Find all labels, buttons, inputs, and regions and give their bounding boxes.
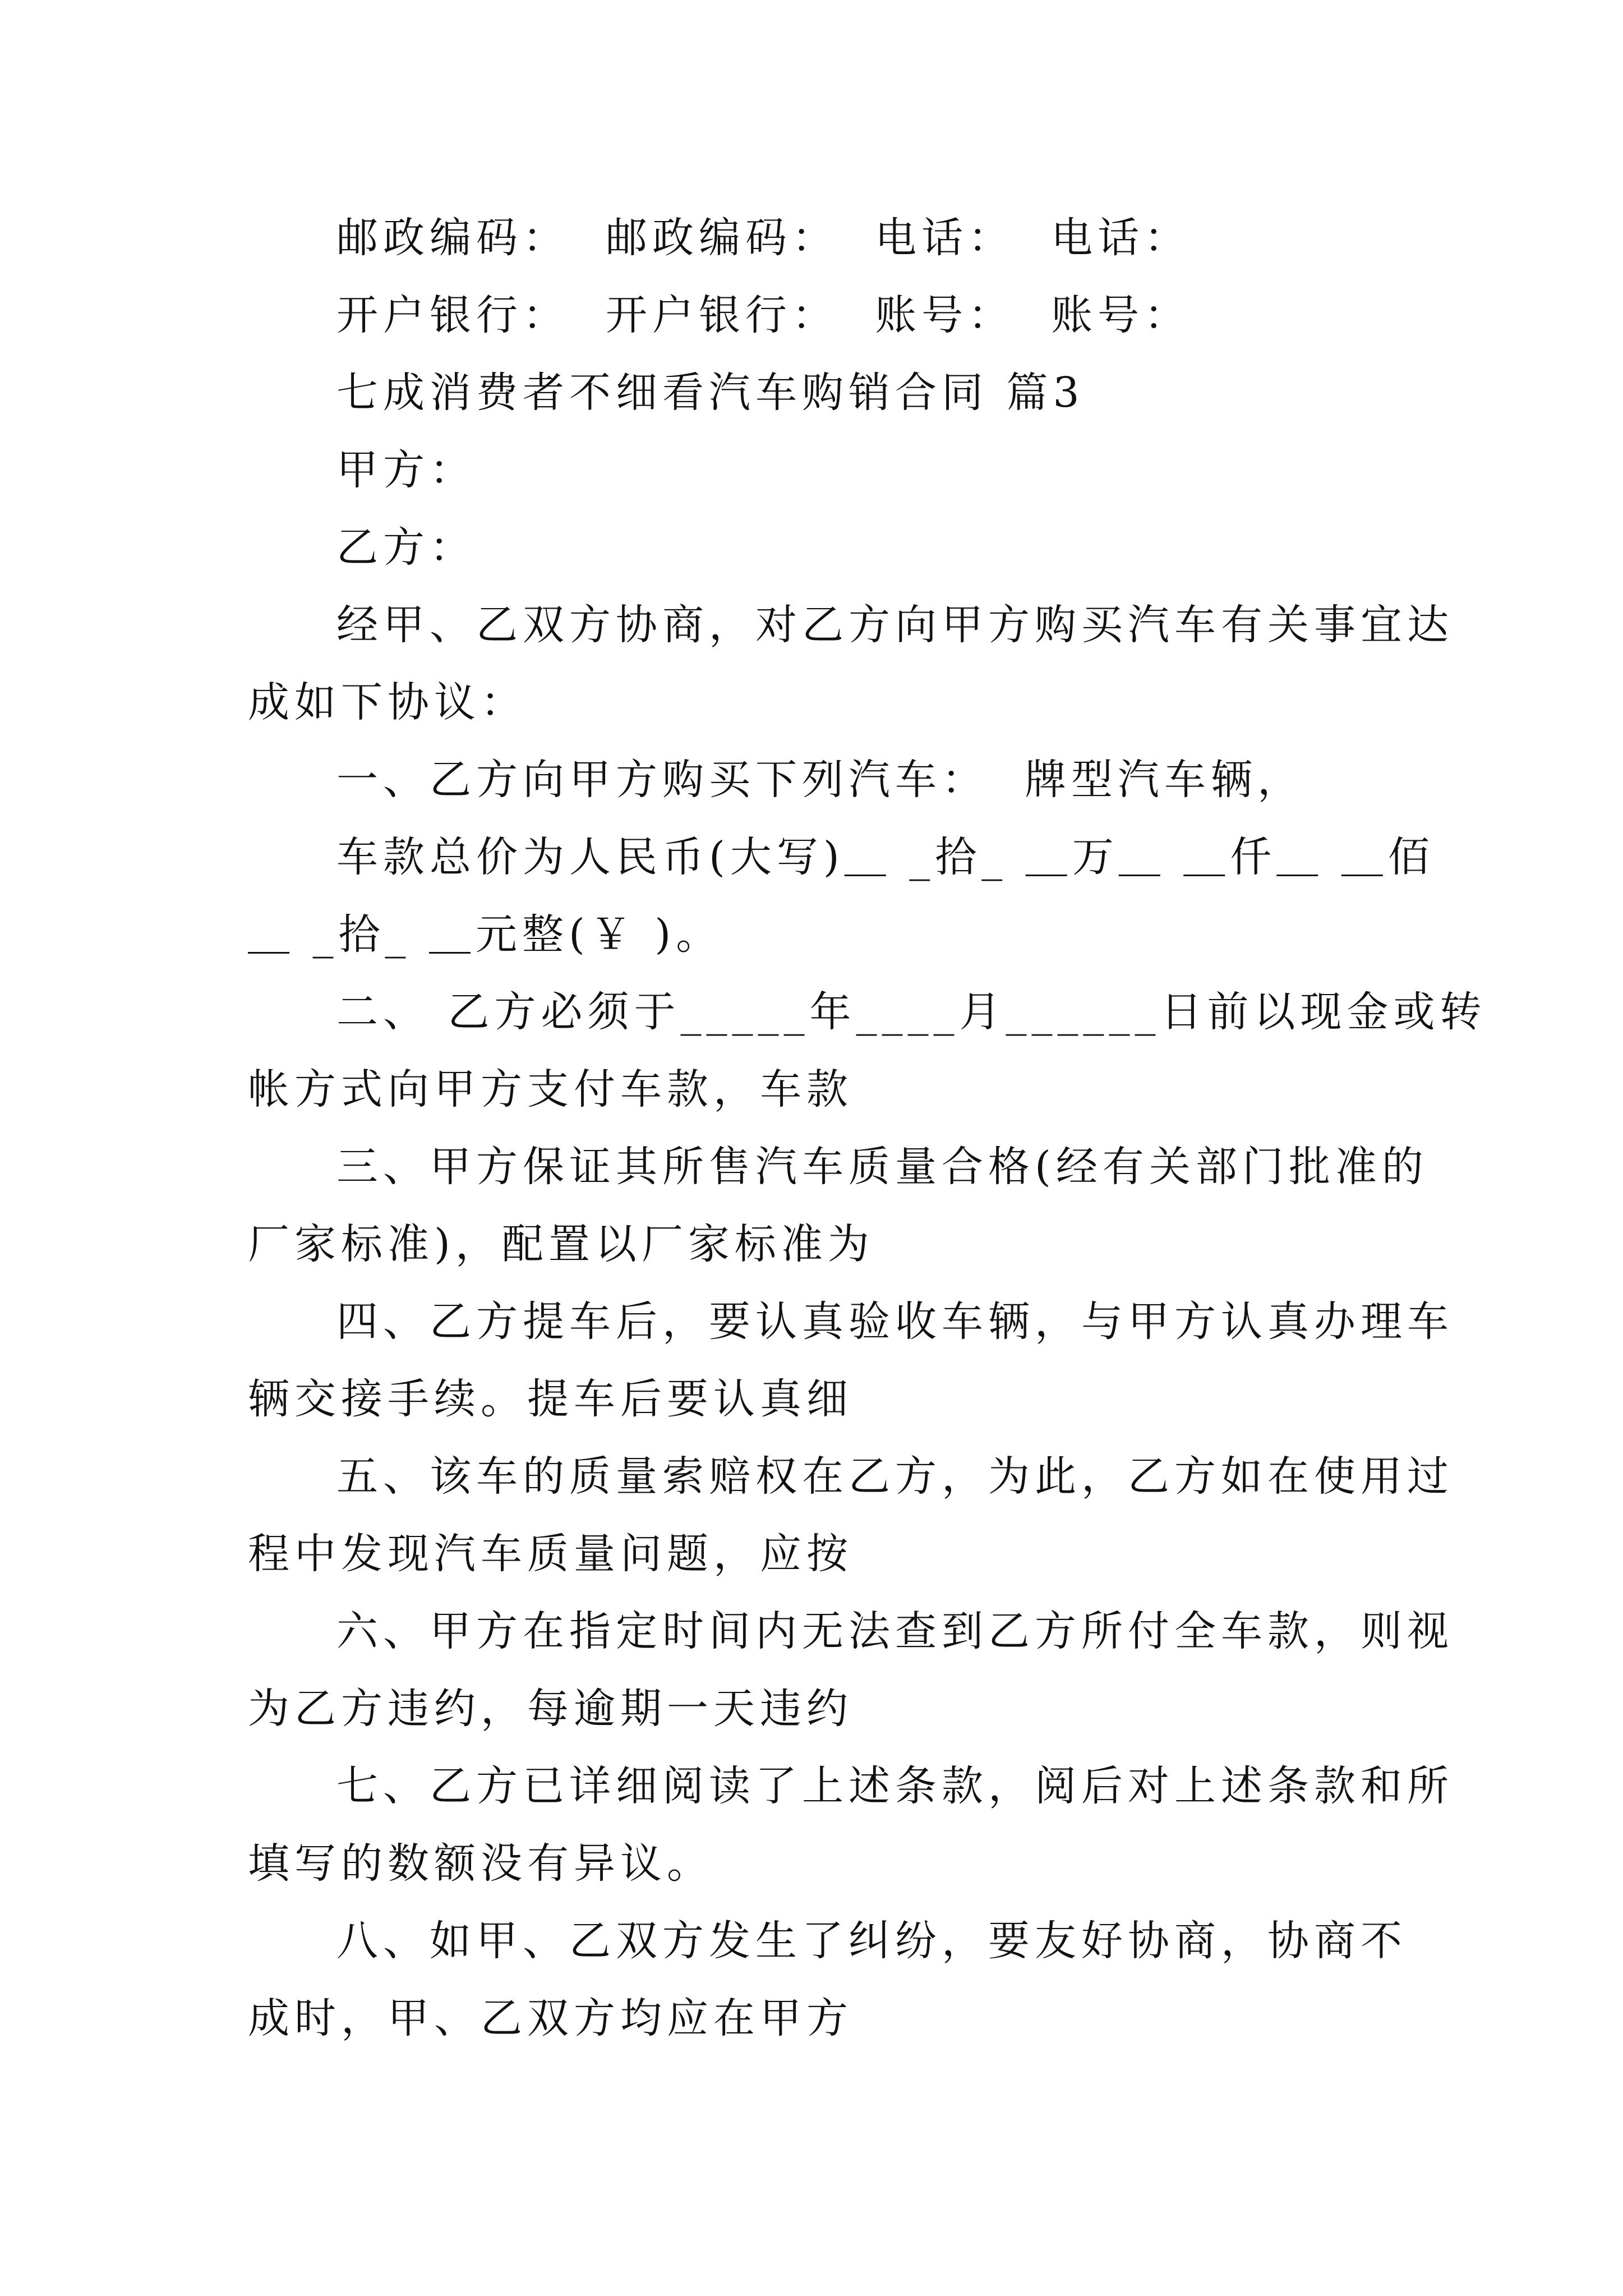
clause-2-line: 二、 乙方必须于_____年____月______日前以现金或转 <box>336 988 1487 1036</box>
price-line: 车款总价为人民币(大写)＿ _拾_ ＿万＿ ＿仟＿ ＿佰 <box>336 833 1435 881</box>
party-a-line: 甲方： <box>336 446 476 494</box>
price-line: ＿ _拾_ ＿元整(￥ )。 <box>248 910 723 959</box>
clause-4-line: 四、乙方提车后，要认真验收车辆，与甲方认真办理车 <box>336 1297 1454 1346</box>
party-b-line: 乙方： <box>336 523 476 572</box>
clause-2-line: 帐方式向甲方支付车款，车款 <box>248 1065 853 1114</box>
clause-4-line: 辆交接手续。提车后要认真细 <box>248 1375 853 1423</box>
document-body <box>248 199 1487 2057</box>
paragraph-line: 经甲、乙双方协商，对乙方向甲方购买汽车有关事宜达 <box>336 601 1454 649</box>
clause-5-line: 程中发现汽车质量问题，应按 <box>248 1530 853 1578</box>
clause-7-line: 七、乙方已详细阅读了上述条款，阅后对上述条款和所 <box>336 1762 1454 1810</box>
clause-5-line: 五、该车的质量索赔权在乙方，为此，乙方如在使用过 <box>336 1452 1454 1501</box>
section-title: 七成消费者不细看汽车购销合同 篇3 <box>336 369 1085 417</box>
clause-6-line: 六、甲方在指定时间内无法查到乙方所付全车款，则视 <box>336 1607 1454 1655</box>
clause-8-line: 八、如甲、乙双方发生了纠纷，要友好协商，协商不 <box>336 1917 1407 1965</box>
clause-7-line: 填写的数额没有异议。 <box>248 1839 713 1888</box>
postal-phone-line: 邮政编码： 邮政编码： 电话： 电话： <box>336 214 1191 262</box>
clause-6-line: 为乙方违约，每逾期一天违约 <box>248 1685 853 1733</box>
bank-account-line: 开户银行： 开户银行： 账号： 账号： <box>336 291 1191 339</box>
clause-3-line: 三、甲方保证其所售汽车质量合格(经有关部门批准的 <box>336 1143 1428 1191</box>
clause-8-line: 成时，甲、乙双方均应在甲方 <box>248 1994 853 2042</box>
paragraph-line: 成如下协议： <box>248 678 527 726</box>
clause-1-line: 一、乙方向甲方购买下列汽车： 牌型汽车辆， <box>336 756 1304 804</box>
clause-3-line: 厂家标准)，配置以厂家标准为 <box>248 1220 874 1268</box>
